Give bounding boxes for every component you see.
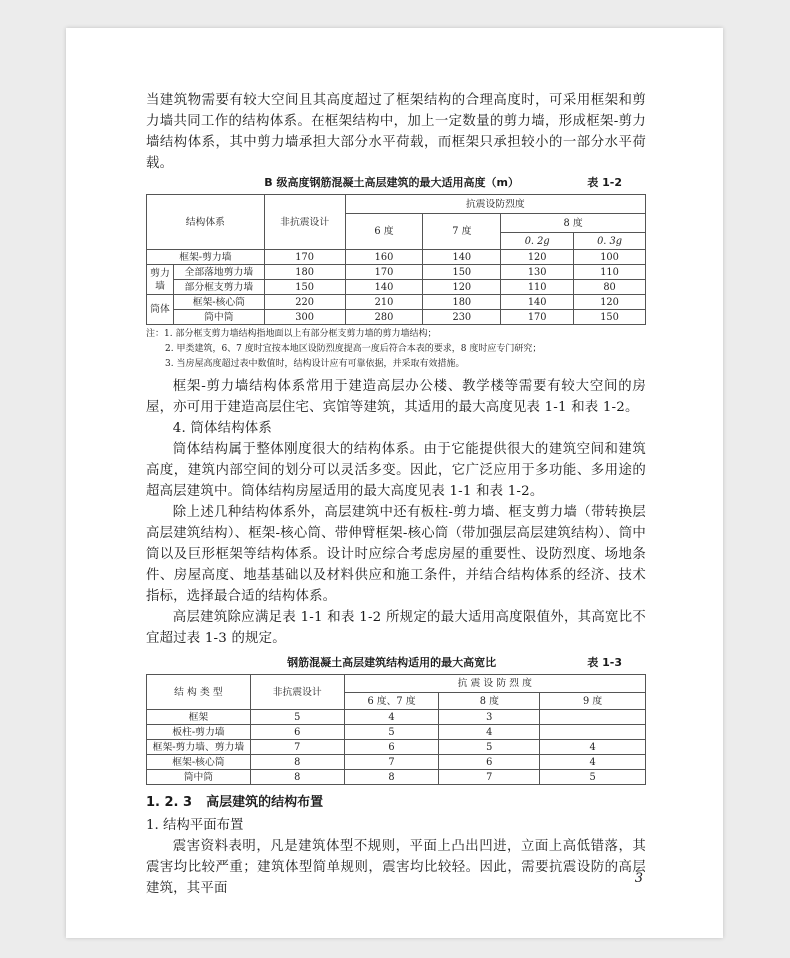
table-cell: 5 bbox=[540, 770, 646, 785]
table-cell: 170 bbox=[345, 265, 423, 280]
table-cell: 280 bbox=[345, 310, 423, 325]
section-heading bbox=[146, 793, 646, 813]
table-cell: 8 bbox=[250, 770, 344, 785]
table-cell: 5 bbox=[439, 740, 540, 755]
table-cell: 220 bbox=[264, 295, 345, 310]
table-row-label: 部分框支剪力墙 bbox=[173, 280, 264, 295]
table-1-2-header-8: 8 度 bbox=[501, 214, 646, 233]
table-cell: 150 bbox=[264, 280, 345, 295]
table-1-2 bbox=[146, 194, 646, 325]
table-cell: 170 bbox=[501, 310, 574, 325]
table-cell: 100 bbox=[574, 250, 646, 265]
table-1-3-label: 表 1-3 bbox=[587, 656, 622, 669]
table-1-2-header-02g: 0. 2g bbox=[501, 233, 574, 250]
table-cell: 150 bbox=[423, 265, 501, 280]
table-row-label: 筒中筒 bbox=[173, 310, 264, 325]
page-number: 3 bbox=[634, 871, 643, 886]
table-cell: 210 bbox=[345, 295, 423, 310]
table-cell: 230 bbox=[423, 310, 501, 325]
table-cell: 8 bbox=[344, 770, 439, 785]
table-row-label: 框架 bbox=[147, 710, 251, 725]
table-1-2-header-6: 6 度 bbox=[345, 214, 423, 250]
document-page bbox=[66, 28, 723, 938]
paragraph-frame-shear-usage: 框架-剪力墙结构体系常用于建造高层办公楼、教学楼等需要有较大空间的房屋，亦可用于建造高层住宅、宾馆等建筑，其适用的最大高度见表 1-1 和表 1-2。 bbox=[146, 379, 646, 415]
table-1-3 bbox=[146, 674, 646, 785]
table-cell: 6 bbox=[439, 755, 540, 770]
table-cell: 120 bbox=[501, 250, 574, 265]
table-cell: 110 bbox=[501, 280, 574, 295]
table-cell: 140 bbox=[423, 250, 501, 265]
table-cell: 120 bbox=[423, 280, 501, 295]
table-cell: 5 bbox=[344, 725, 439, 740]
table-1-2-header-03g: 0. 3g bbox=[574, 233, 646, 250]
table-1-3-header-9: 9 度 bbox=[540, 693, 646, 710]
table-cell: 300 bbox=[264, 310, 345, 325]
subheading-plan-layout: 1. 结构平面布置 bbox=[146, 818, 244, 833]
table-cell bbox=[540, 725, 646, 740]
paragraph-frame-shear-intro: 当建筑物需要有较大空间且其高度超过了框架结构的合理高度时，可采用框架和剪力墙共同工作的结构体系。在框架结构中，加上一定数量的剪力墙，形成框架-剪力墙结构体系，其中剪力墙承担大部分水平荷载，而框架只承担较小的一部分水平荷载。 bbox=[146, 93, 646, 171]
section-number: 1. 2. 3 bbox=[146, 795, 193, 810]
paragraph-aspect-ratio: 高层建筑除应满足表 1-1 和表 1-2 所规定的最大适用高度限值外，其高宽比不宜超过表 1-3 的规定。 bbox=[146, 610, 646, 646]
table-cell: 110 bbox=[574, 265, 646, 280]
table-row-label: 筒中筒 bbox=[147, 770, 251, 785]
table-1-2-note-2: 2. 甲类建筑，6、7 度时宜按本地区设防烈度提高一度后符合本表的要求，8 度时应专门研究； bbox=[165, 344, 542, 354]
heading-tube-system: 4. 筒体结构体系 bbox=[172, 421, 272, 436]
table-cell: 6 bbox=[344, 740, 439, 755]
table-cell: 4 bbox=[439, 725, 540, 740]
table-cell: 130 bbox=[501, 265, 574, 280]
table-cell: 160 bbox=[345, 250, 423, 265]
table-cell: 140 bbox=[345, 280, 423, 295]
table-row-label: 框架-核心筒 bbox=[173, 295, 264, 310]
table-1-2-note-3: 3. 当房屋高度超过表中数值时，结构设计应有可靠依据，并采取有效措施。 bbox=[165, 359, 465, 369]
table-1-2-title: B 级高度钢筋混凝土高层建筑的最大适用高度（m） bbox=[264, 176, 519, 189]
table-1-2-header-seismic: 抗震设防烈度 bbox=[345, 195, 645, 214]
table-row-label: 框架-剪力墙、剪力墙 bbox=[147, 740, 251, 755]
table-1-3-title: 钢筋混凝土高层建筑结构适用的最大高宽比 bbox=[287, 656, 497, 669]
table-cell: 8 bbox=[250, 755, 344, 770]
table-cell: 4 bbox=[344, 710, 439, 725]
table-1-2-header-7: 7 度 bbox=[423, 214, 501, 250]
table-1-2-notes bbox=[146, 327, 646, 372]
table-cell: 120 bbox=[574, 295, 646, 310]
table-group-label: 剪力墙 bbox=[147, 265, 174, 295]
table-cell: 3 bbox=[439, 710, 540, 725]
paragraph-plan-layout: 震害资料表明，凡是建筑体型不规则，平面上凸出凹进，立面上高低错落，其震害均比较严重；建筑体型简单规则，震害均比较轻。因此，需要抗震设防的高层建筑，其平面 bbox=[146, 839, 646, 896]
table-cell: 150 bbox=[574, 310, 646, 325]
table-cell: 7 bbox=[250, 740, 344, 755]
table-cell: 7 bbox=[439, 770, 540, 785]
table-1-3-header-nonseismic: 非抗震设计 bbox=[250, 675, 344, 710]
section-title: 高层建筑的结构布置 bbox=[206, 795, 324, 810]
table-row-label: 框架-核心筒 bbox=[147, 755, 251, 770]
paragraph-tube-system: 筒体结构属于整体刚度很大的结构体系。由于它能提供很大的建筑空间和建筑高度，建筑内部空间的划分可以灵活多变。因此，它广泛应用于多功能、多用途的超高层建筑中。筒体结构房屋适用的最大高度见表 1-1 和表 1-2。 bbox=[146, 442, 646, 499]
table-cell bbox=[540, 710, 646, 725]
table-1-2-caption bbox=[146, 175, 646, 191]
table-cell: 4 bbox=[540, 755, 646, 770]
paragraph-other-systems: 除上述几种结构体系外，高层建筑中还有板柱-剪力墙、框支剪力墙（带转换层高层建筑结构）、框架-核心筒、带伸臂框架-核心筒（带加强层高层建筑结构）、筒中筒以及巨形框架等结构体系。设计时应综合考虑房屋的重要性、设防烈度、场地条件、房屋高度、地基基础以及材料供应和施工条件，并结合结构体系的经济、技术指标，选择最合适的结构体系。 bbox=[146, 505, 646, 604]
table-1-3-header-seismic: 抗 震 设 防 烈 度 bbox=[344, 675, 645, 693]
table-cell: 180 bbox=[264, 265, 345, 280]
page-content bbox=[146, 90, 646, 899]
table-row-label: 框架-剪力墙 bbox=[147, 250, 265, 265]
table-cell: 80 bbox=[574, 280, 646, 295]
table-cell: 140 bbox=[501, 295, 574, 310]
table-cell: 4 bbox=[540, 740, 646, 755]
table-row-label: 板柱-剪力墙 bbox=[147, 725, 251, 740]
table-group-label: 筒体 bbox=[147, 295, 174, 325]
table-cell: 180 bbox=[423, 295, 501, 310]
table-cell: 6 bbox=[250, 725, 344, 740]
table-cell: 7 bbox=[344, 755, 439, 770]
table-1-3-header-8: 8 度 bbox=[439, 693, 540, 710]
table-1-3-caption bbox=[146, 655, 646, 671]
table-1-2-header-system: 结构体系 bbox=[147, 195, 265, 250]
table-1-3-header-67: 6 度、7 度 bbox=[344, 693, 439, 710]
table-1-2-label: 表 1-2 bbox=[587, 176, 622, 189]
table-cell: 5 bbox=[250, 710, 344, 725]
table-cell: 170 bbox=[264, 250, 345, 265]
table-1-2-note-1: 注：1. 部分框支剪力墙结构指地面以上有部分框支剪力墙的剪力墙结构； bbox=[146, 329, 437, 339]
table-1-2-header-nonseismic: 非抗震设计 bbox=[264, 195, 345, 250]
table-row-label: 全部落地剪力墙 bbox=[173, 265, 264, 280]
table-1-3-header-type: 结 构 类 型 bbox=[147, 675, 251, 710]
